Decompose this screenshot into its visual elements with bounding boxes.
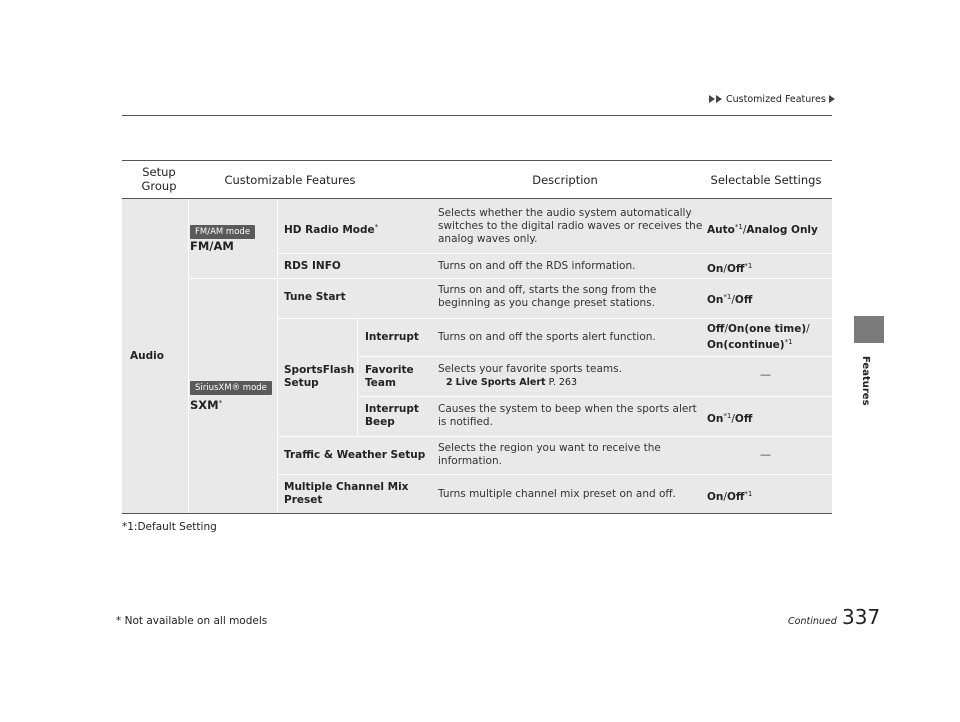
column-divider bbox=[277, 199, 278, 513]
feature-text: HD Radio Mode bbox=[284, 224, 375, 236]
footnote-mark: *1 bbox=[744, 262, 753, 270]
description-interrupt: Turns on and off the sports alert function. bbox=[438, 331, 656, 343]
siriusxm-mode-badge: SiriusXM® mode bbox=[190, 381, 272, 395]
feature-sportsflash-setup bbox=[284, 364, 354, 390]
reference-arrow-icon: 2 bbox=[446, 377, 453, 388]
footnote-mark: * bbox=[374, 223, 379, 231]
column-header-features: Customizable Features bbox=[224, 173, 356, 187]
row-divider bbox=[277, 318, 832, 319]
feature-tune-start: Tune Start bbox=[284, 291, 346, 303]
triangle-right-icon bbox=[829, 95, 835, 103]
sxm-label-text: SXM bbox=[190, 398, 219, 412]
setting-separator: / bbox=[731, 294, 735, 306]
feature-text: Favorite bbox=[365, 364, 414, 376]
setting-value: Auto bbox=[707, 224, 735, 236]
setting-separator: / bbox=[806, 323, 810, 335]
setting-tune-start bbox=[707, 291, 752, 307]
breadcrumb-label: Customized Features bbox=[726, 94, 826, 105]
footnote-mark: *1 bbox=[723, 293, 732, 301]
feature-traffic-weather-setup: Traffic & Weather Setup bbox=[284, 449, 426, 461]
setting-value: Off bbox=[734, 294, 753, 306]
fmam-mode-badge: FM/AM mode bbox=[190, 225, 255, 239]
setting-rds-info bbox=[707, 260, 752, 276]
row-divider bbox=[277, 436, 832, 437]
setting-favorite-team: — bbox=[760, 368, 771, 381]
feature-text: Beep bbox=[365, 416, 395, 428]
description-line: is notified. bbox=[438, 416, 493, 428]
description-interrupt-beep bbox=[438, 403, 697, 429]
column-header-text: Setup bbox=[142, 165, 176, 179]
description-tune-start bbox=[438, 284, 656, 310]
feature-text: Team bbox=[365, 377, 396, 389]
feature-text: SportsFlash bbox=[284, 364, 355, 376]
description-line: Selects the region you want to receive the bbox=[438, 442, 661, 454]
reference-page: P. 263 bbox=[548, 377, 577, 388]
column-header-text: Group bbox=[141, 179, 177, 193]
description-rds-info: Turns on and off the RDS information. bbox=[438, 260, 636, 272]
setting-value: Off bbox=[707, 323, 725, 335]
feature-text: Interrupt bbox=[365, 403, 419, 415]
default-setting-footnote: *1:Default Setting bbox=[122, 521, 217, 533]
section-tab-marker[interactable] bbox=[854, 316, 884, 343]
description-favorite-team bbox=[438, 363, 622, 389]
feature-interrupt: Interrupt bbox=[365, 331, 419, 343]
setting-interrupt bbox=[707, 323, 810, 352]
page-number: 337 bbox=[842, 605, 881, 629]
setup-group-audio: Audio bbox=[130, 350, 164, 362]
setting-separator: / bbox=[724, 323, 728, 335]
row-divider bbox=[188, 278, 832, 279]
table-header-top-rule bbox=[122, 160, 832, 161]
description-line: Causes the system to beep when the sports alert bbox=[438, 403, 697, 415]
feature-text: Preset bbox=[284, 494, 323, 506]
feature-favorite-team bbox=[365, 364, 414, 390]
description-hd-radio-mode bbox=[438, 207, 702, 246]
description-line: information. bbox=[438, 455, 502, 467]
description-multiple-channel-mix: Turns multiple channel mix preset on and off. bbox=[438, 488, 676, 500]
footnote-mark: *1 bbox=[734, 223, 743, 231]
column-divider bbox=[357, 318, 358, 436]
row-divider bbox=[277, 253, 832, 254]
footnote-mark: *1 bbox=[723, 412, 732, 420]
setting-separator: / bbox=[742, 224, 747, 236]
row-divider bbox=[277, 474, 832, 475]
setting-interrupt-beep bbox=[707, 410, 752, 426]
description-line: Selects whether the audio system automatically bbox=[438, 207, 692, 219]
setting-separator: / bbox=[723, 263, 727, 275]
setting-separator: / bbox=[723, 491, 727, 503]
sxm-label bbox=[190, 397, 222, 412]
row-divider bbox=[357, 396, 832, 397]
setting-value: Off bbox=[726, 263, 745, 275]
column-header-description: Description bbox=[532, 173, 598, 187]
setting-value: Off bbox=[734, 413, 753, 425]
setting-value: On(continue) bbox=[707, 339, 785, 351]
feature-interrupt-beep bbox=[365, 403, 419, 429]
description-line: beginning as you change preset stations. bbox=[438, 297, 655, 309]
description-line: Selects your favorite sports teams. bbox=[438, 363, 622, 375]
reference-title: Live Sports Alert bbox=[455, 377, 546, 388]
footnote-mark: *1 bbox=[744, 490, 753, 498]
column-header-setup-group bbox=[124, 165, 194, 193]
table-bottom-rule bbox=[122, 513, 832, 514]
breadcrumb[interactable] bbox=[709, 94, 836, 105]
triangle-right-icon bbox=[709, 95, 715, 103]
feature-multiple-channel-mix bbox=[284, 481, 408, 507]
column-divider bbox=[188, 199, 189, 513]
feature-text: Multiple Channel Mix bbox=[284, 481, 409, 493]
continued-label: Continued bbox=[788, 616, 837, 627]
setting-multiple-channel-mix bbox=[707, 488, 752, 504]
triangle-right-icon bbox=[716, 95, 722, 103]
availability-footnote: * Not available on all models bbox=[116, 615, 268, 627]
description-line: analog waves only. bbox=[438, 233, 538, 245]
description-line: Turns on and off, starts the song from the bbox=[438, 284, 657, 296]
top-divider bbox=[122, 115, 832, 116]
column-header-settings: Selectable Settings bbox=[710, 173, 822, 187]
setting-hd-radio-mode bbox=[707, 221, 818, 237]
section-tab-label: Features bbox=[860, 356, 871, 406]
setting-separator: / bbox=[731, 413, 735, 425]
setting-value: On bbox=[707, 263, 724, 275]
feature-hd-radio-mode bbox=[284, 221, 378, 237]
setting-value: On bbox=[707, 491, 724, 503]
description-line: switches to the digital radio waves or receives the bbox=[438, 220, 703, 232]
setting-value: On bbox=[707, 413, 724, 425]
footnote-mark: *1 bbox=[784, 338, 793, 346]
feature-text: Setup bbox=[284, 377, 319, 389]
feature-rds-info: RDS INFO bbox=[284, 260, 341, 272]
row-divider bbox=[357, 356, 832, 357]
fmam-label: FM/AM bbox=[190, 239, 234, 253]
description-traffic-weather bbox=[438, 442, 661, 468]
setting-value: On bbox=[707, 294, 724, 306]
footnote-mark: * bbox=[218, 399, 223, 407]
setting-value: On(one time) bbox=[727, 323, 807, 335]
setting-value: Off bbox=[726, 491, 745, 503]
setting-value: Analog Only bbox=[746, 224, 818, 236]
cross-reference-link[interactable] bbox=[446, 376, 622, 389]
setting-traffic-weather: — bbox=[760, 448, 771, 461]
